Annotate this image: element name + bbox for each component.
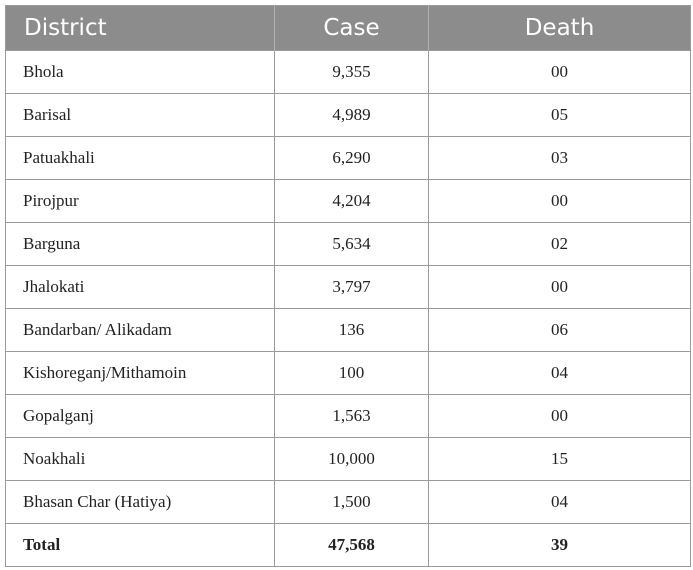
cell-death: 00 — [429, 51, 691, 94]
cell-district: Bhola — [6, 51, 275, 94]
cell-case: 9,355 — [275, 51, 429, 94]
header-case: Case — [275, 6, 429, 51]
cell-district: Noakhali — [6, 438, 275, 481]
table-row — [6, 51, 691, 94]
header-district: District — [6, 6, 275, 51]
cell-case: 1,500 — [275, 481, 429, 524]
cell-death: 03 — [429, 137, 691, 180]
cell-district: Bhasan Char (Hatiya) — [6, 481, 275, 524]
table-row — [6, 94, 691, 137]
cell-district: Gopalganj — [6, 395, 275, 438]
cell-district: Patuakhali — [6, 137, 275, 180]
cell-district: Jhalokati — [6, 266, 275, 309]
cell-case: 4,989 — [275, 94, 429, 137]
cell-case: 5,634 — [275, 223, 429, 266]
cell-case: 6,290 — [275, 137, 429, 180]
cell-district: Pirojpur — [6, 180, 275, 223]
cell-case: 136 — [275, 309, 429, 352]
cell-death: 00 — [429, 180, 691, 223]
cell-case: 100 — [275, 352, 429, 395]
total-label: Total — [6, 524, 275, 567]
cell-death: 02 — [429, 223, 691, 266]
table-row — [6, 395, 691, 438]
table-row — [6, 309, 691, 352]
table-header — [6, 6, 691, 51]
total-death: 39 — [429, 524, 691, 567]
header-death: Death — [429, 6, 691, 51]
cell-death: 00 — [429, 395, 691, 438]
cell-death: 00 — [429, 266, 691, 309]
cell-case: 4,204 — [275, 180, 429, 223]
cell-death: 05 — [429, 94, 691, 137]
total-case: 47,568 — [275, 524, 429, 567]
table-row — [6, 137, 691, 180]
table-row — [6, 180, 691, 223]
cell-case: 10,000 — [275, 438, 429, 481]
cell-death: 04 — [429, 481, 691, 524]
district-case-death-table — [5, 5, 691, 567]
table-row — [6, 481, 691, 524]
table-body — [6, 51, 691, 567]
cell-death: 06 — [429, 309, 691, 352]
total-row — [6, 524, 691, 567]
table-row — [6, 352, 691, 395]
table-row — [6, 438, 691, 481]
cell-district: Bandarban/ Alikadam — [6, 309, 275, 352]
cell-death: 15 — [429, 438, 691, 481]
table-row — [6, 266, 691, 309]
cell-case: 3,797 — [275, 266, 429, 309]
cell-district: Barguna — [6, 223, 275, 266]
cell-case: 1,563 — [275, 395, 429, 438]
cell-district: Barisal — [6, 94, 275, 137]
cell-district: Kishoreganj/Mithamoin — [6, 352, 275, 395]
table-row — [6, 223, 691, 266]
cell-death: 04 — [429, 352, 691, 395]
header-row — [6, 6, 691, 51]
